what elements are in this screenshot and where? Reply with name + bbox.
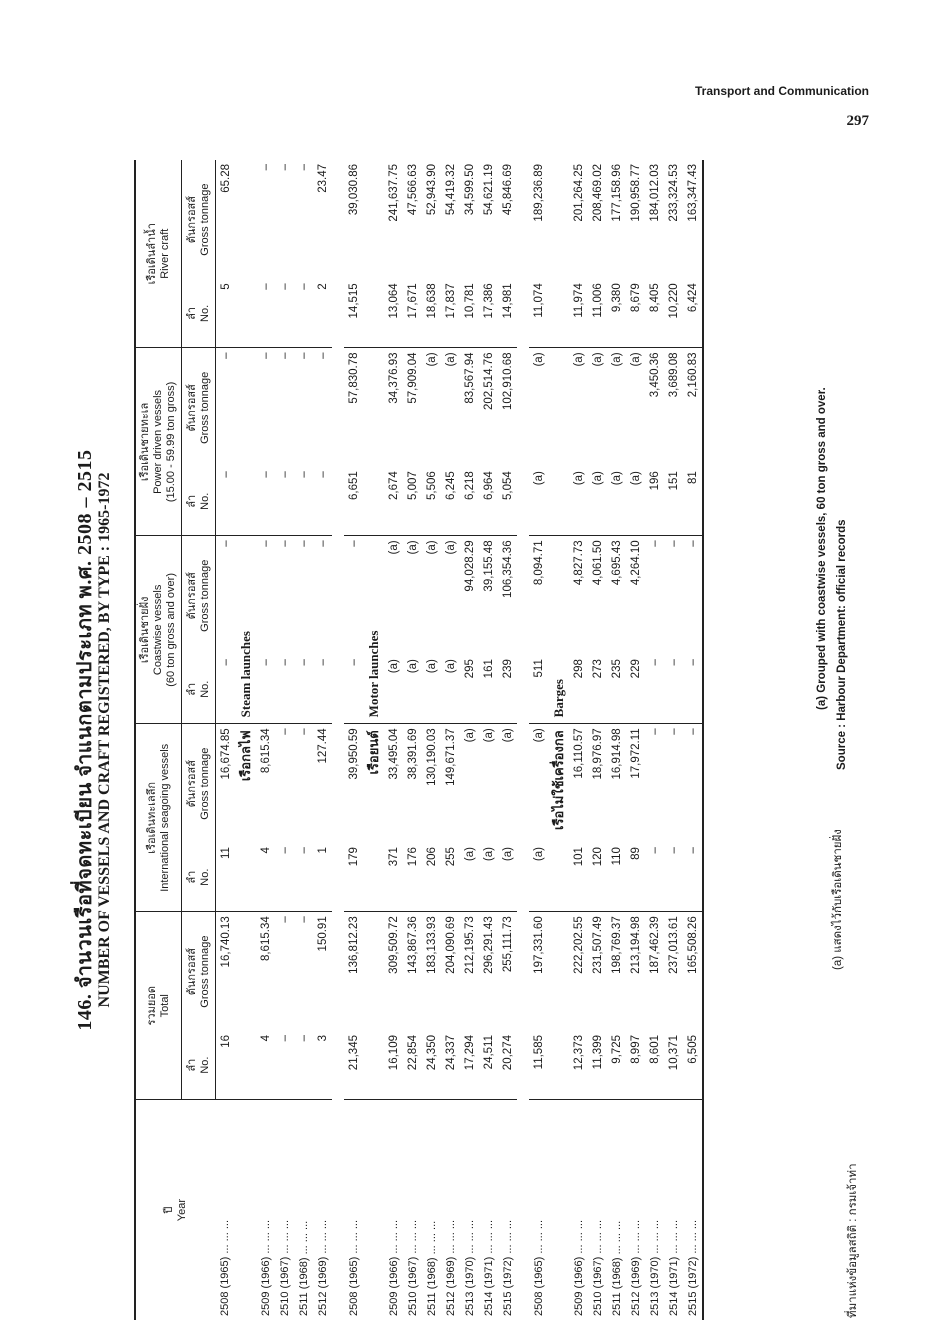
year-cell: 2513 (1970) ... ... ... <box>648 1220 661 1316</box>
count-cell: 11,074 <box>529 279 548 348</box>
table-row <box>460 160 479 1320</box>
count-cell: (a) <box>479 843 498 912</box>
tonnage-cell: – <box>278 916 291 923</box>
year-cell: 2511 (1968) ... ... ... <box>610 1220 623 1316</box>
tonnage-cell: 8,615.34 <box>259 728 272 774</box>
year-cell: 2510 (1967) ... ... ... <box>278 1220 291 1316</box>
table-title-thai: 146. จำนวนเรือที่จดทะเบียน จำแนกตามประเภท พ.ศ. 2508 – 2515 <box>74 449 96 1031</box>
count-cell: – <box>664 655 683 724</box>
tonnage-cell: 222,202.55 <box>572 916 585 974</box>
year-header: ปี Year <box>135 1100 216 1320</box>
tonnage-cell: 204,090.69 <box>444 916 457 974</box>
table-row <box>645 160 664 1320</box>
count-cell: – <box>275 843 294 912</box>
table-row <box>588 160 607 1320</box>
subheader-no: ลำ No. <box>182 655 216 724</box>
tonnage-cell: (a) <box>425 352 438 367</box>
tonnage-cell: 65.28 <box>219 164 232 193</box>
group-header-river-craft: เรือเดินลำน้ำ River craft <box>135 160 182 348</box>
count-cell: 17,386 <box>479 279 498 348</box>
tonnage-cell: 94,028.29 <box>463 540 476 592</box>
year-cell: 2515 (1972) ... ... ... <box>683 1100 703 1320</box>
tonnage-cell: 237,013.61 <box>667 916 680 974</box>
count-cell: 6,218 <box>460 467 479 536</box>
count-cell: 89 <box>626 843 645 912</box>
tonnage-cell: 57,830.78 <box>347 352 360 404</box>
tonnage-cell: 208,469.02 <box>591 164 604 222</box>
subheader-gross-tonnage: ตันกรอสส์ Gross tonnage <box>182 724 216 843</box>
group-header-power-driven: เรือเดินชายทะเล Power driven vessels (15.00 - 59.99 ton gross) <box>135 348 182 536</box>
count-cell: 16 <box>216 1031 236 1100</box>
count-cell: 295 <box>460 655 479 724</box>
tonnage-cell: – <box>278 164 291 171</box>
count-cell: – <box>294 467 313 536</box>
count-cell: 8,679 <box>626 279 645 348</box>
tonnage-cell: 39,950.59 <box>347 728 360 780</box>
table-row <box>569 160 588 1320</box>
table-body <box>216 160 704 1320</box>
tonnage-cell: – <box>683 724 703 843</box>
count-cell: – <box>256 279 275 348</box>
tonnage-cell: 54,419.32 <box>444 164 457 216</box>
year-cell: 2509 (1966) ... ... ... <box>572 1220 585 1316</box>
count-cell: – <box>294 843 313 912</box>
tonnage-cell: 241,637.75 <box>387 164 400 222</box>
count-cell: 24,511 <box>479 1031 498 1100</box>
table-row <box>607 160 626 1320</box>
count-cell: (a) <box>529 467 548 536</box>
count-cell: 81 <box>683 467 703 536</box>
tonnage-cell: 4,264.10 <box>629 540 642 586</box>
tonnage-cell: – <box>347 540 360 547</box>
tonnage-cell: 57,909.04 <box>406 352 419 404</box>
count-cell: 8,405 <box>645 279 664 348</box>
tonnage-cell: 39,155.48 <box>482 540 495 592</box>
count-cell: – <box>664 843 683 912</box>
table-row <box>344 160 363 1320</box>
count-cell: – <box>645 843 664 912</box>
tonnage-cell: – <box>648 540 661 547</box>
tonnage-cell: – <box>219 352 232 359</box>
count-cell: – <box>294 1031 313 1100</box>
tonnage-cell: 197,331.60 <box>532 916 545 974</box>
count-cell: 16,109 <box>384 1031 403 1100</box>
count-cell: (a) <box>588 467 607 536</box>
count-cell: 6,424 <box>683 279 703 348</box>
count-cell: (a) <box>460 843 479 912</box>
subheader-gross-tonnage: ตันกรอสส์ Gross tonnage <box>182 348 216 467</box>
table-row <box>664 160 683 1320</box>
count-cell: 17,294 <box>460 1031 479 1100</box>
group-header-coastwise: เรือเดินชายฝั่ง Coastwise vessels (60 ton gross and over) <box>135 536 182 724</box>
tonnage-cell: 4,827.73 <box>572 540 585 586</box>
section-label-row <box>235 160 256 1320</box>
count-cell: 14,515 <box>344 279 363 348</box>
count-cell: – <box>683 843 703 912</box>
tonnage-cell: 8,094.71 <box>532 540 545 586</box>
count-cell: – <box>256 655 275 724</box>
table-row <box>422 160 441 1320</box>
count-cell: 9,380 <box>607 279 626 348</box>
count-cell: – <box>344 655 363 724</box>
count-cell: 273 <box>588 655 607 724</box>
tonnage-cell: – <box>316 352 329 359</box>
count-cell: 1 <box>313 843 332 912</box>
year-cell: 2512 (1969) ... ... ... <box>316 1220 329 1316</box>
count-cell: – <box>275 279 294 348</box>
year-cell: 2513 (1970) ... ... ... <box>463 1220 476 1316</box>
tonnage-cell: – <box>297 540 310 547</box>
section-label-thai: เรือกลไฟ <box>235 724 256 912</box>
count-cell: 511 <box>529 655 548 724</box>
count-cell: 6,964 <box>479 467 498 536</box>
table-row <box>313 160 332 1320</box>
tonnage-cell: – <box>297 164 310 171</box>
tonnage-cell: – <box>297 916 310 923</box>
count-cell: 151 <box>664 467 683 536</box>
tonnage-cell: 4,695.43 <box>610 540 623 586</box>
tonnage-cell: 33,495.04 <box>387 728 400 780</box>
count-cell: – <box>216 655 236 724</box>
tonnage-cell: 16,914.98 <box>610 728 623 780</box>
count-cell: – <box>683 655 703 724</box>
tonnage-cell: (a) <box>501 728 514 743</box>
year-cell: 2510 (1967) ... ... ... <box>591 1220 604 1316</box>
table-row <box>683 160 703 1320</box>
tonnage-cell: 102,910.68 <box>501 352 514 411</box>
tonnage-cell: 189,236.89 <box>532 164 545 222</box>
tonnage-cell: 212,195.73 <box>463 916 476 974</box>
tonnage-cell: 150.91 <box>316 916 329 952</box>
count-cell: 120 <box>588 843 607 912</box>
section-label-thai: เรือไม่ใช้เครื่องกล <box>548 724 569 912</box>
tonnage-cell: 184,012.03 <box>648 164 661 222</box>
tonnage-cell: 231,507.49 <box>591 916 604 974</box>
tonnage-cell: 34,599.50 <box>463 164 476 216</box>
count-cell: 11,399 <box>588 1031 607 1100</box>
tonnage-cell: (a) <box>591 352 604 367</box>
section-label-row <box>363 160 384 1320</box>
year-cell: 2512 (1969) ... ... ... <box>629 1220 642 1316</box>
tonnage-cell: 187,462.39 <box>648 916 661 974</box>
count-cell: 10,220 <box>664 279 683 348</box>
table-title-english: NUMBER OF VESSELS AND CRAFT REGISTERED, BY TYPE : 1965-1972 <box>96 472 113 1008</box>
count-cell: 161 <box>479 655 498 724</box>
table-row <box>403 160 422 1320</box>
tonnage-cell: 34,376.93 <box>387 352 400 404</box>
count-cell: 6,505 <box>683 1031 703 1100</box>
tonnage-cell: 183,133.93 <box>425 916 438 974</box>
table-row <box>626 160 645 1320</box>
tonnage-cell: – <box>667 540 680 547</box>
count-cell: 229 <box>626 655 645 724</box>
count-cell: 5,054 <box>498 467 517 536</box>
count-cell: (a) <box>384 655 403 724</box>
subheader-gross-tonnage: ตันกรอสส์ Gross tonnage <box>182 536 216 655</box>
year-cell: 2511 (1968) ... ... ... <box>297 1220 310 1316</box>
tonnage-cell: – <box>316 540 329 547</box>
count-cell: 20,274 <box>498 1031 517 1100</box>
count-cell: (a) <box>403 655 422 724</box>
count-cell: 24,337 <box>441 1031 460 1100</box>
count-cell: 10,371 <box>664 1031 683 1100</box>
count-cell: 14,981 <box>498 279 517 348</box>
count-cell: 5,007 <box>403 467 422 536</box>
table-row <box>384 160 403 1320</box>
year-cell: 2508 (1965) ... ... ... <box>219 1220 232 1316</box>
tonnage-cell: 54,621.19 <box>482 164 495 216</box>
table-row <box>256 160 275 1320</box>
count-cell: – <box>294 655 313 724</box>
subheader-no: ลำ No. <box>182 279 216 348</box>
count-cell: – <box>275 1031 294 1100</box>
count-cell: 8,601 <box>645 1031 664 1100</box>
tonnage-cell: (a) <box>532 352 545 367</box>
count-cell: 13,064 <box>384 279 403 348</box>
count-cell: 3 <box>313 1031 332 1100</box>
subheader-no: ลำ No. <box>182 467 216 536</box>
count-cell: 11,974 <box>569 279 588 348</box>
tonnage-cell: – <box>297 728 310 735</box>
tonnage-cell: 23.47 <box>316 164 329 193</box>
table-row <box>498 160 517 1320</box>
tonnage-cell: 213,194.98 <box>629 916 642 974</box>
tonnage-cell: 149,671.37 <box>444 728 457 786</box>
section-title: Transport and Communication <box>694 84 869 98</box>
tonnage-cell: (a) <box>572 352 585 367</box>
year-cell: 2508 (1965) ... ... ... <box>532 1220 545 1316</box>
tonnage-cell: 296,291.43 <box>482 916 495 974</box>
tonnage-cell: 16,740.13 <box>219 916 232 968</box>
count-cell: 176 <box>403 843 422 912</box>
tonnage-cell: 198,769.37 <box>610 916 623 974</box>
tonnage-cell: – <box>259 540 272 547</box>
subheader-no: ลำ No. <box>182 1031 216 1100</box>
count-cell: – <box>313 655 332 724</box>
group-header-total: รวมยอด Total <box>135 912 182 1100</box>
count-cell: 101 <box>569 843 588 912</box>
count-cell: 18,638 <box>422 279 441 348</box>
table-row <box>294 160 313 1320</box>
tonnage-cell: 202,514.76 <box>482 352 495 411</box>
tonnage-cell: – <box>667 728 680 735</box>
tonnage-cell: 17,972.11 <box>629 728 642 779</box>
count-cell: (a) <box>441 655 460 724</box>
count-cell: – <box>275 467 294 536</box>
year-cell: 2509 (1966) ... ... ... <box>387 1220 400 1316</box>
tonnage-cell: – <box>278 540 291 547</box>
section-label-english: Barges <box>548 536 569 724</box>
tonnage-cell: – <box>297 352 310 359</box>
count-cell: 235 <box>607 655 626 724</box>
section-label-row <box>548 160 569 1320</box>
subheader-gross-tonnage: ตันกรอสส์ Gross tonnage <box>182 160 216 279</box>
tonnage-cell: (a) <box>463 728 476 743</box>
count-cell: 4 <box>256 843 275 912</box>
count-cell: 17,671 <box>403 279 422 348</box>
tonnage-cell: 163,347.43 <box>683 160 703 279</box>
year-cell: 2510 (1967) ... ... ... <box>406 1220 419 1316</box>
count-cell: – <box>216 467 236 536</box>
table-row <box>441 160 460 1320</box>
section-label-thai: เรือยนต์ <box>363 724 384 912</box>
count-cell: (a) <box>607 467 626 536</box>
tonnage-cell: 8,615.34 <box>259 916 272 962</box>
count-cell: 206 <box>422 843 441 912</box>
count-cell: 21,345 <box>344 1031 363 1100</box>
count-cell: 179 <box>344 843 363 912</box>
count-cell: 12,373 <box>569 1031 588 1100</box>
tonnage-cell: 233,324.53 <box>667 164 680 222</box>
year-cell: 2512 (1969) ... ... ... <box>444 1220 457 1316</box>
tonnage-cell: (a) <box>610 352 623 367</box>
count-cell: (a) <box>422 655 441 724</box>
year-cell: 2514 (1971) ... ... ... <box>667 1220 680 1316</box>
count-cell: 255 <box>441 843 460 912</box>
tonnage-cell: (a) <box>444 540 457 555</box>
tonnage-cell: 47,566.63 <box>406 164 419 216</box>
count-cell: (a) <box>529 843 548 912</box>
table-row <box>479 160 498 1320</box>
rotated-table-page <box>64 150 872 1330</box>
count-cell: – <box>256 467 275 536</box>
tonnage-cell: 38,391.69 <box>406 728 419 780</box>
vessels-table <box>134 160 704 1320</box>
count-cell: 371 <box>384 843 403 912</box>
year-cell: 2514 (1971) ... ... ... <box>482 1220 495 1316</box>
group-header-international: เรือเดินทะเลลึก International seagoing vessels <box>135 724 182 912</box>
section-label-english: Steam launches <box>235 536 256 724</box>
source-english: Source : Harbour Department: official records <box>836 519 848 770</box>
tonnage-cell: – <box>259 164 272 171</box>
count-cell: 2 <box>313 279 332 348</box>
count-cell: 24,350 <box>422 1031 441 1100</box>
tonnage-cell: – <box>648 728 661 735</box>
tonnage-cell: (a) <box>425 540 438 555</box>
tonnage-cell: 2,160.83 <box>683 348 703 467</box>
count-cell: 298 <box>569 655 588 724</box>
tonnage-cell: 127.44 <box>316 728 329 764</box>
year-cell: 2509 (1966) ... ... ... <box>259 1220 272 1316</box>
source-thai: ที่มาแห่งข้อมูลสถิติ : กรมเจ้าท่า <box>847 1163 859 1318</box>
count-cell: 11,006 <box>588 279 607 348</box>
tonnage-cell: 177,158.96 <box>610 164 623 222</box>
tonnage-cell: 106,354.36 <box>501 540 514 598</box>
page-number: 297 <box>846 113 869 129</box>
count-cell: 6,245 <box>441 467 460 536</box>
tonnage-cell: 165,508.26 <box>683 912 703 1031</box>
subheader-gross-tonnage: ตันกรอสส์ Gross tonnage <box>182 912 216 1031</box>
tonnage-cell: – <box>219 540 232 547</box>
tonnage-cell: (a) <box>532 728 545 743</box>
count-cell: 17,837 <box>441 279 460 348</box>
tonnage-cell: 130,190.03 <box>425 728 438 786</box>
tonnage-cell: (a) <box>406 540 419 555</box>
count-cell: 110 <box>607 843 626 912</box>
tonnage-cell: 39,030.86 <box>347 164 360 216</box>
tonnage-cell: (a) <box>629 352 642 367</box>
footnote-english: (a) Grouped with coastwise vessels, 60 ton gross and over. <box>816 387 828 710</box>
tonnage-cell: – <box>278 352 291 359</box>
count-cell: (a) <box>498 843 517 912</box>
tonnage-cell: – <box>683 536 703 655</box>
section-label-english: Motor launches <box>363 536 384 724</box>
year-cell: 2515 (1972) ... ... ... <box>501 1220 514 1316</box>
tonnage-cell: 190,958.77 <box>629 164 642 222</box>
tonnage-cell: 143,867.36 <box>406 916 419 974</box>
count-cell: 9,725 <box>607 1031 626 1100</box>
tonnage-cell: 255,111.73 <box>501 916 514 973</box>
tonnage-cell: 16,674.85 <box>219 728 232 780</box>
tonnage-cell: – <box>259 352 272 359</box>
tonnage-cell: (a) <box>387 540 400 555</box>
tonnage-cell: (a) <box>444 352 457 367</box>
count-cell: 5 <box>216 279 236 348</box>
tonnage-cell: 18,976.97 <box>591 728 604 780</box>
tonnage-cell: 45,846.69 <box>501 164 514 216</box>
subheader-no: ลำ No. <box>182 843 216 912</box>
count-cell: 6,651 <box>344 467 363 536</box>
count-cell: 196 <box>645 467 664 536</box>
table-row <box>529 160 548 1320</box>
count-cell: 8,997 <box>626 1031 645 1100</box>
count-cell: 22,854 <box>403 1031 422 1100</box>
year-cell: 2508 (1965) ... ... ... <box>347 1220 360 1316</box>
tonnage-cell: (a) <box>482 728 495 743</box>
count-cell: – <box>645 655 664 724</box>
count-cell: 11 <box>216 843 236 912</box>
tonnage-cell: 201,264.25 <box>572 164 585 222</box>
count-cell: – <box>294 279 313 348</box>
count-cell: 11,585 <box>529 1031 548 1100</box>
count-cell: 5,506 <box>422 467 441 536</box>
footnote-thai: (a) แสดงไว้กับเรือเดินชายฝั่ง <box>832 829 844 970</box>
tonnage-cell: 136,812.23 <box>347 916 360 974</box>
table-row <box>275 160 294 1320</box>
tonnage-cell: 4,061.50 <box>591 540 604 586</box>
count-cell: 10,781 <box>460 279 479 348</box>
count-cell: – <box>313 467 332 536</box>
count-cell: (a) <box>569 467 588 536</box>
count-cell: 239 <box>498 655 517 724</box>
count-cell: 4 <box>256 1031 275 1100</box>
tonnage-cell: 52,943.90 <box>425 164 438 216</box>
count-cell: 2,674 <box>384 467 403 536</box>
tonnage-cell: 309,509.72 <box>387 916 400 974</box>
tonnage-cell: 3,689.08 <box>667 352 680 398</box>
tonnage-cell: 3,450.36 <box>648 352 661 398</box>
tonnage-cell: 16,110.57 <box>572 728 585 779</box>
year-cell: 2511 (1968) ... ... ... <box>425 1220 438 1316</box>
table-row <box>216 160 236 1320</box>
tonnage-cell: 83,567.94 <box>463 352 476 404</box>
count-cell: (a) <box>626 467 645 536</box>
tonnage-cell: – <box>278 728 291 735</box>
count-cell: – <box>275 655 294 724</box>
